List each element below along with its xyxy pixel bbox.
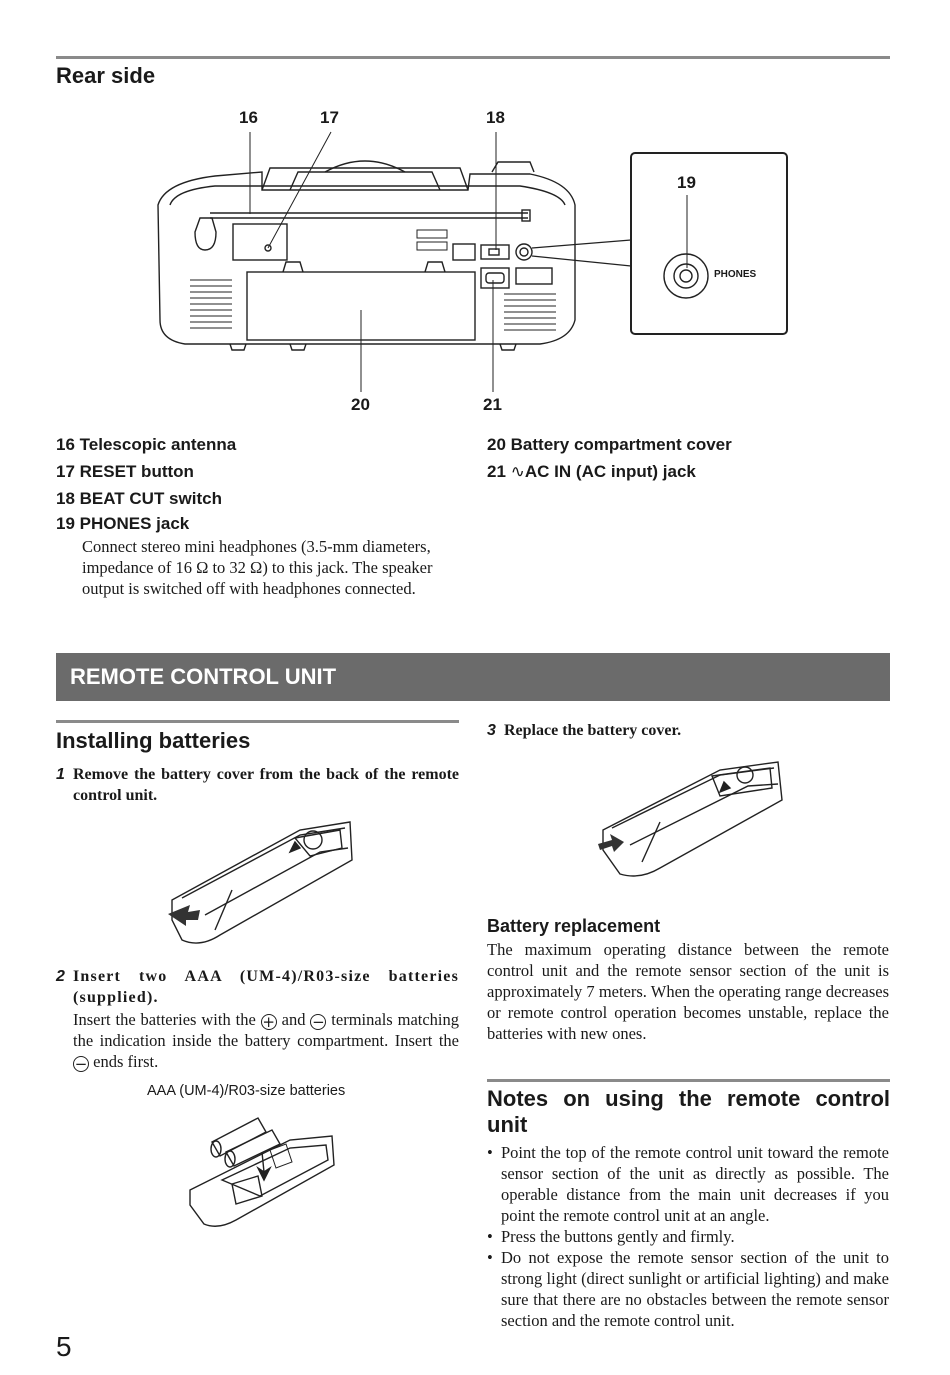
callout-19: 19 bbox=[677, 173, 696, 192]
part-item: 21 ∿AC IN (AC input) jack bbox=[487, 462, 696, 482]
callout-18: 18 bbox=[486, 108, 505, 127]
minus-terminal-icon: − bbox=[312, 1013, 325, 1031]
remote-cover-replace-illustration bbox=[595, 755, 790, 885]
step-1-number: 1 bbox=[56, 766, 65, 783]
rear-side-title: Rear side bbox=[56, 63, 156, 88]
callout-16: 16 bbox=[239, 108, 258, 127]
callout-20: 20 bbox=[351, 395, 370, 414]
part-item: 20 Battery compartment cover bbox=[487, 435, 732, 454]
step-2-body: Insert the batteries with the + and − terminals matching the indication inside the battery compartment. Insert the − ends first. bbox=[73, 1010, 460, 1073]
boombox-rear-illustration bbox=[140, 125, 800, 400]
part-item: 18 BEAT CUT switch bbox=[56, 489, 222, 508]
parts-list-left bbox=[56, 431, 466, 536]
top-rule bbox=[56, 56, 890, 59]
battery-insertion-illustration bbox=[185, 1105, 340, 1235]
remote-control-banner: REMOTE CONTROL UNIT bbox=[56, 653, 890, 701]
phones-inset-label: PHONES bbox=[714, 269, 757, 280]
parts-list-right bbox=[487, 431, 887, 486]
step-1-text: Remove the battery cover from the back of the remote control unit. bbox=[73, 766, 459, 804]
notes-list bbox=[487, 1142, 889, 1331]
step-1 bbox=[56, 764, 459, 806]
list-item: • Press the buttons gently and firmly. bbox=[487, 1226, 889, 1247]
notes-title: Notes on using the remote control unit bbox=[487, 1086, 890, 1137]
list-item: • Point the top of the remote control unit toward the remote sensor section of the unit as directly as possible. The operable distance from the main unit decreases if you point the remote control unit at an angle. bbox=[487, 1142, 889, 1226]
part-item: 17 RESET button bbox=[56, 462, 194, 481]
page-number: 5 bbox=[56, 1331, 72, 1362]
callout-21: 21 bbox=[483, 395, 502, 414]
step-3-text: Replace the battery cover. bbox=[504, 722, 682, 739]
battery-replacement-body: The maximum operating distance between the remote control unit and the remote sensor section of the unit is approximately 7 meters. When the operating range decreases or remote control operation becomes unstable, replace the batteries with new ones. bbox=[487, 940, 889, 1043]
step-2-number: 2 bbox=[56, 968, 65, 985]
installing-batteries-title: Installing batteries bbox=[56, 728, 251, 753]
plus-terminal-icon: + bbox=[262, 1013, 275, 1031]
list-item: • Do not expose the remote sensor section of the unit to strong light (direct sunlight or artificial lighting) and make sure that there are no obstacles between the remote sensor section and the remote control unit. bbox=[487, 1247, 889, 1331]
battery-caption: AAA (UM-4)/R03-size batteries bbox=[147, 1083, 346, 1099]
part-item: 19 PHONES jack bbox=[56, 514, 190, 533]
step-2-text: Insert two AAA (UM-4)/R03-size batteries (supplied). bbox=[73, 968, 459, 1006]
part-item: 16 Telescopic antenna bbox=[56, 435, 237, 454]
notes-rule bbox=[487, 1079, 890, 1082]
step-3-number: 3 bbox=[487, 722, 496, 739]
minus-terminal-icon: − bbox=[74, 1055, 88, 1073]
install-rule bbox=[56, 720, 459, 723]
step-2 bbox=[56, 966, 459, 1008]
ac-symbol: ∿ bbox=[510, 462, 525, 482]
step-3 bbox=[487, 720, 890, 741]
callout-17: 17 bbox=[320, 108, 339, 127]
remote-cover-removal-illustration bbox=[165, 815, 365, 950]
phones-description: Connect stereo mini headphones (3.5-mm diameters, impedance of 16 Ω to 32 Ω) to this jack. The speaker output is switched off with headphones connected. bbox=[82, 537, 433, 598]
battery-replacement-title: Battery replacement bbox=[487, 916, 661, 936]
